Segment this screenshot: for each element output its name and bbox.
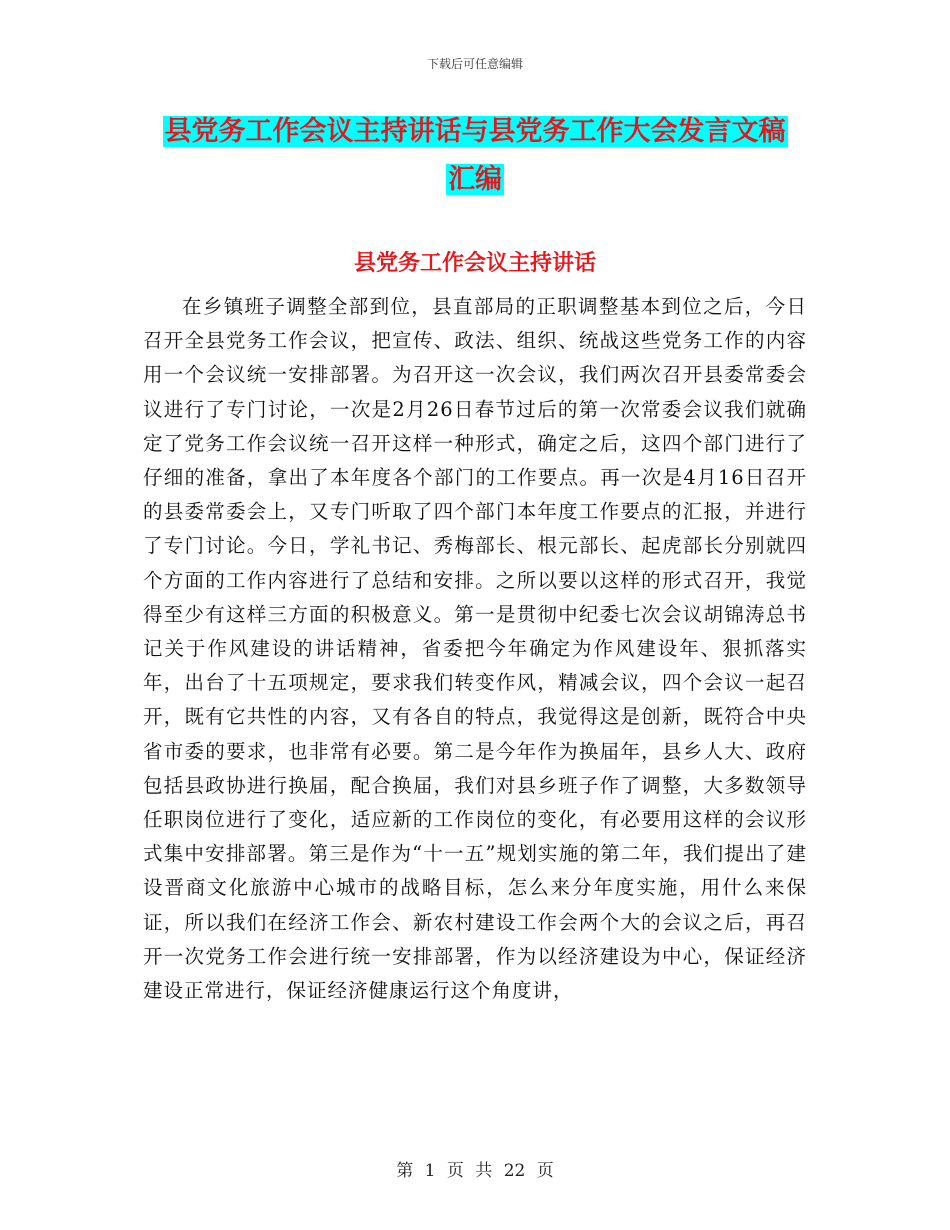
title-line-1: 县党务工作会议主持讲话与县党务工作大会发言文稿 <box>164 116 786 147</box>
page-header-note: 下载后可任意编辑 <box>426 57 523 71</box>
title-line-2: 汇编 <box>448 164 502 195</box>
document-title <box>0 108 950 204</box>
section-title: 县党务工作会议主持讲话 <box>353 251 596 276</box>
page-number-footer: 第 1 页 共 22 页 <box>396 1161 554 1181</box>
body-paragraph: 在乡镇班子调整全部到位，县直部局的正职调整基本到位之后，今日召开全县党务工作会议，把宣传、政法、组织、统战这些党务工作的内容用一个会议统一安排部署。为召开这一次会议，我们两次召开县委常委会议进行了专门讨论，一次是2月26日春节过后的第一次常委会议我们就确定了党务工作会议统一召开这样一种形式，确定之后，这四个部门进行了仔细的准备，拿出了本年度各个部门的工作要点。再一次是4月16日召开的县委常委会上，又专门听取了四个部门本年度工作要点的汇报，并进行了专门讨论。今日，学礼书记、秀梅部长、根元部长、起虎部长分别就四个方面的工作内容进行了总结和安排。之所以要以这样的形式召开，我觉得至少有这样三方面的积极意义。第一是贯彻中纪委七次会议胡锦涛总书记关于作风建设的讲话精神，省委把今年确定为作风建设年、狠抓落实年，出台了十五项规定，要求我们转变作风，精减会议，四个会议一起召开，既有它共性的内容，又有各自的特点，我觉得这是创新，既符合中央省市委的要求，也非常有必要。第二是今年作为换届年，县乡人大、政府包括县政协进行换届，配合换届，我们对县乡班子作了调整，大多数领导任职岗位进行了变化，适应新的工作岗位的变化，有必要用这样的会议形式集中安排部署。第三是作为“十一五”规划实施的第二年，我们提出了建设晋商文化旅游中心城市的战略目标，怎么来分年度实施，用什么来保证，所以我们在经济工作会、新农村建设工作会两个大的会议之后，再召开一次党务工作会进行统一安排部署，作为以经济建设为中心，保证经济建设正常进行，保证经济健康运行这个角度讲， <box>143 295 807 1003</box>
